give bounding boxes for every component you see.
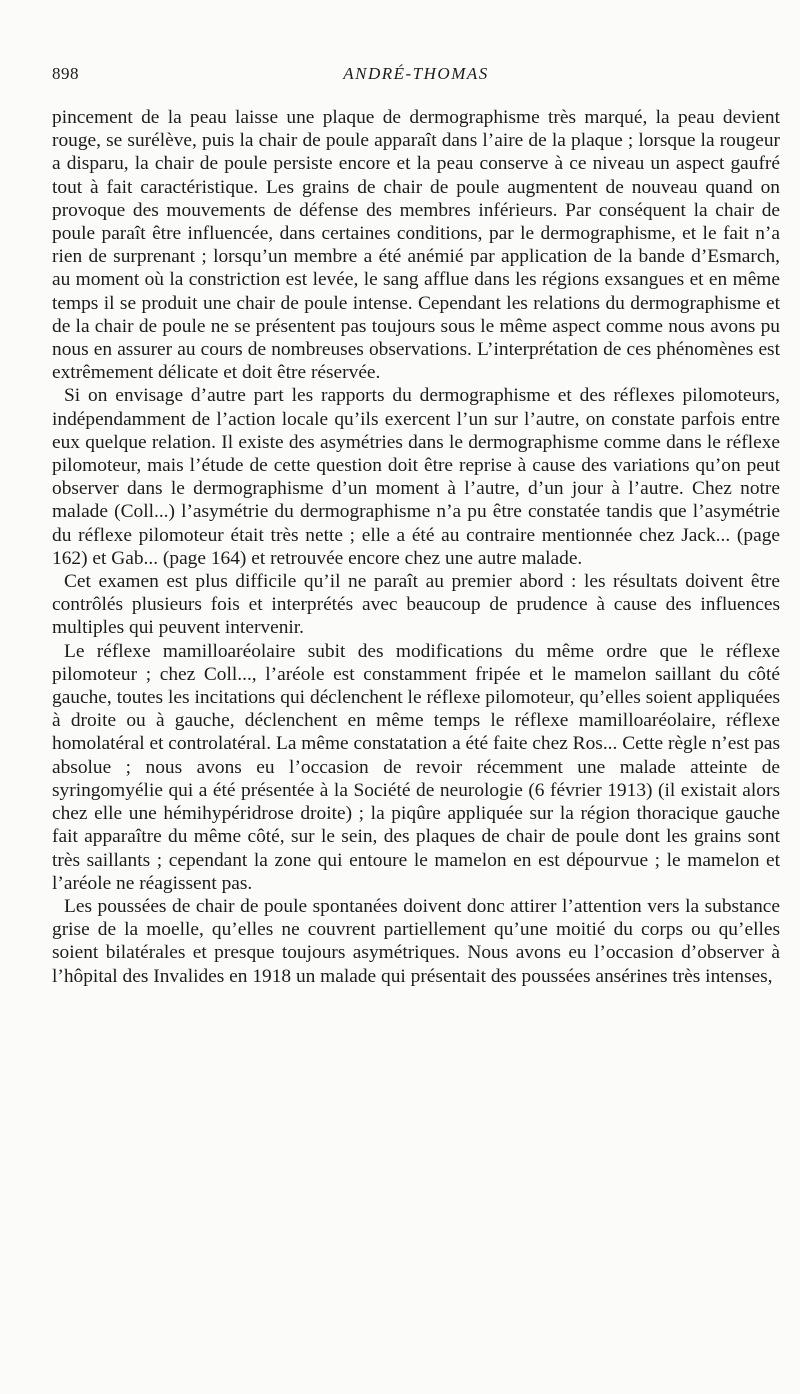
paragraph-reflexe-mamilloareolaire: Le réflexe mamilloaréolaire subit des modifications du même ordre que le réflexe pilomoteur ; chez Coll..., l’aréole est constamment fripée et le mamelon saillant du côté gauche, toutes les incitations qui déclenchent le réflexe pilomoteur, qu’elles soient appliquées à droite ou à gauche, déclenchent en même temps le réflexe mamilloaréolaire, réflexe homolatéral et controlatéral. La même constatation a été faite chez Ros... Cette règle n’est pas absolue ; nous avons eu l’occasion de revoir récemment une malade atteinte de syringomyélie qui a été présentée à la Société de neurologie (6 février 1913) (il existait alors chez elle une hémihypéridrose droite) ; la piqûre appliquée sur la région thoracique gauche fait apparaître du même côté, sur le sein, des plaques de chair de poule dont les grains sont très saillants ; cependant la zone qui entoure le mamelon en est dépourvue ; le mamelon et l’aréole ne réagissent pas. (52, 640, 780, 894)
paragraph-reflexes-pilomoteurs: Si on envisage d’autre part les rapports du dermographisme et des réflexes pilomoteurs, indépendamment de l’action locale qu’ils exercent l’un sur l’autre, on constate parfois entre eux quelque relation. Il existe des asymétries dans le dermographisme comme dans le réflexe pilomoteur, mais l’étude de cette question doit être reprise à cause des variations qu’on peut observer dans le dermographisme d’un moment à l’autre, d’un jour à l’autre. Chez notre malade (Coll...) l’asymétrie du dermographisme n’a pu être constatée tandis que l’asymétrie du réflexe pilomoteur était très nette ; elle a été au contraire mentionnée chez Jack... (page 162) et Gab... (page 164) et retrouvée encore chez une autre malade. (52, 385, 780, 569)
paragraph-examen: Cet examen est plus difficile qu’il ne paraît au premier abord : les résultats doivent être contrôlés plusieurs fois et interprétés avec beaucoup de prudence à cause des influences multiples qui peuvent intervenir. (52, 571, 780, 639)
paragraph-continuation: pincement de la peau laisse une plaque de dermographisme très marqué, la peau devient rouge, se surélève, puis la chair de poule apparaît dans l’aire de la plaque ; lorsque la rougeur a disparu, la chair de poule persiste encore et la peau conserve à ce niveau un aspect gaufré tout à fait caractéristique. Les grains de chair de poule augmentent de nouveau quand on provoque des mouvements de défense des membres inférieurs. Par conséquent la chair de poule paraît être influencée, dans certaines conditions, par le dermographisme, et le fait n’a rien de surprenant ; lorsqu’un membre a été anémié par application de la bande d’Esmarch, au moment où la constriction est levée, le sang afflue dans les régions exsangues et en même temps il se produit une chair de poule intense. Cependant les relations du dermographisme et de la chair de poule ne se présentent pas toujours sous le même aspect comme nous avons pu nous en assurer au cours de nombreuses observations. L’interprétation de ces phénomènes est extrêmement délicate et doit être réservée. (52, 107, 780, 384)
page-header (52, 60, 780, 90)
body-text (52, 106, 780, 988)
paragraph-poussees: Les poussées de chair de poule spontanées doivent donc attirer l’attention vers la substance grise de la moelle, qu’elles ne couvrent partiellement qu’une moitié du corps ou qu’elles soient bilatérales et presque toujours asymétriques. Nous avons eu l’occasion d’observer à l’hôpital des Invalides en 1918 un malade qui présentait des poussées ansérines très intenses, (52, 895, 780, 987)
running-head: ANDRÉ-THOMAS (343, 64, 489, 83)
page-number: 898 (52, 64, 79, 83)
page (52, 60, 780, 988)
